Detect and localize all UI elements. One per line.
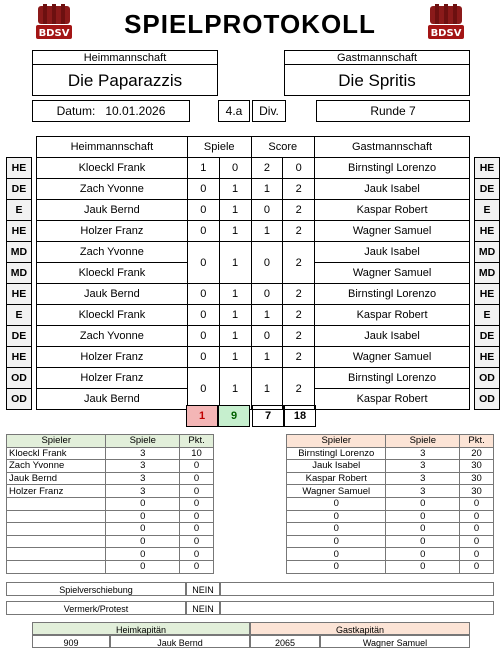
postponement-notes xyxy=(220,582,494,596)
stats-player-name xyxy=(7,548,106,561)
match-guest-score: 2 xyxy=(283,284,315,305)
stats-player-name: 0 xyxy=(287,535,386,548)
home-stats-player-header: Spieler xyxy=(7,435,106,448)
match-type-right: HE xyxy=(475,284,500,305)
stats-row xyxy=(287,510,494,523)
guest-captain-name: Wagner Samuel xyxy=(320,635,470,648)
stats-player-name xyxy=(7,535,106,548)
match-guest-games: 0 xyxy=(219,158,251,179)
stats-row xyxy=(7,523,214,536)
match-type-left: HE xyxy=(7,284,32,305)
stats-points: 0 xyxy=(180,497,214,510)
match-row xyxy=(7,305,500,326)
match-guest-score: 2 xyxy=(283,326,315,347)
match-home-games: 0 xyxy=(187,284,219,305)
match-home-score: 1 xyxy=(251,305,283,326)
match-home-score: 2 xyxy=(251,158,283,179)
svg-text:BDSV: BDSV xyxy=(38,28,70,39)
match-type-left: HE xyxy=(7,347,32,368)
match-home-games: 0 xyxy=(187,305,219,326)
match-guest-player: Jauk Isabel xyxy=(315,242,470,263)
match-row xyxy=(7,326,500,347)
header-home: Heimmannschaft xyxy=(36,137,187,158)
match-type-right: HE xyxy=(475,347,500,368)
stats-points: 0 xyxy=(180,460,214,473)
guest-team-label: Gastmannschaft xyxy=(284,50,470,64)
stats-player-name: Kaspar Robert xyxy=(287,472,386,485)
stats-points: 0 xyxy=(180,548,214,561)
league-box: 4.a xyxy=(218,100,250,122)
match-home-score: 1 xyxy=(251,179,283,200)
match-home-games: 0 xyxy=(187,326,219,347)
match-home-player: Jauk Bernd xyxy=(36,200,187,221)
match-guest-score: 2 xyxy=(283,368,315,410)
stats-points: 0 xyxy=(460,523,494,536)
match-guest-score: 2 xyxy=(283,221,315,242)
stats-games: 3 xyxy=(106,447,180,460)
match-guest-games: 1 xyxy=(219,347,251,368)
match-home-score: 1 xyxy=(251,221,283,242)
match-type-right: DE xyxy=(475,326,500,347)
stats-row xyxy=(287,535,494,548)
stats-points: 0 xyxy=(460,510,494,523)
match-home-score: 0 xyxy=(251,326,283,347)
stats-player-name: 0 xyxy=(287,510,386,523)
match-guest-player: Birnstingl Lorenzo xyxy=(315,368,470,389)
match-type-right: E xyxy=(475,305,500,326)
stats-points: 0 xyxy=(180,510,214,523)
guest-stats-table xyxy=(286,434,494,574)
match-type-left: E xyxy=(7,200,32,221)
stats-games: 0 xyxy=(106,497,180,510)
stats-row xyxy=(287,560,494,573)
guest-stats-points-header: Pkt. xyxy=(460,435,494,448)
svg-text:BDSV: BDSV xyxy=(430,28,462,39)
stats-games: 3 xyxy=(386,460,460,473)
match-row xyxy=(7,347,500,368)
match-type-right: OD xyxy=(475,389,500,410)
stats-games: 0 xyxy=(386,497,460,510)
stats-row xyxy=(7,472,214,485)
stats-player-name: 0 xyxy=(287,548,386,561)
stats-points: 0 xyxy=(460,535,494,548)
match-home-player: Kloeckl Frank xyxy=(36,263,187,284)
guest-captain-id: 2065 xyxy=(250,635,320,648)
match-row xyxy=(7,158,500,179)
stats-player-name: Birnstingl Lorenzo xyxy=(287,447,386,460)
match-guest-games: 1 xyxy=(219,242,251,284)
match-guest-games: 1 xyxy=(219,326,251,347)
stats-games: 3 xyxy=(386,472,460,485)
division-box: Div. xyxy=(252,100,286,122)
match-home-player: Holzer Franz xyxy=(36,368,187,389)
match-home-games: 0 xyxy=(187,179,219,200)
match-type-left: DE xyxy=(7,179,32,200)
postponement-label: Spielverschiebung xyxy=(6,582,186,596)
total-guest-score: 18 xyxy=(284,405,316,427)
stats-player-name: Zach Yvonne xyxy=(7,460,106,473)
match-guest-player: Kaspar Robert xyxy=(315,389,470,410)
match-type-right: HE xyxy=(475,158,500,179)
match-guest-player: Wagner Samuel xyxy=(315,221,470,242)
stats-games: 0 xyxy=(106,535,180,548)
home-stats-games-header: Spiele xyxy=(106,435,180,448)
home-stats-points-header: Pkt. xyxy=(180,435,214,448)
stats-games: 0 xyxy=(386,523,460,536)
guest-stats-player-header: Spieler xyxy=(287,435,386,448)
stats-games: 3 xyxy=(106,485,180,498)
stats-games: 3 xyxy=(386,447,460,460)
guest-team-name: Die Spritis xyxy=(284,64,470,96)
home-stats-table xyxy=(6,434,214,574)
stats-points: 0 xyxy=(460,560,494,573)
match-guest-games: 1 xyxy=(219,221,251,242)
match-guest-player: Jauk Isabel xyxy=(315,179,470,200)
home-captain-id: 909 xyxy=(32,635,110,648)
date-label: Datum: xyxy=(56,104,96,118)
total-home-score: 7 xyxy=(252,405,284,427)
match-type-right: E xyxy=(475,200,500,221)
match-type-left: MD xyxy=(7,263,32,284)
stats-points: 0 xyxy=(180,535,214,548)
stats-row xyxy=(287,472,494,485)
match-guest-games: 1 xyxy=(219,284,251,305)
stats-row xyxy=(7,560,214,573)
stats-points: 0 xyxy=(460,497,494,510)
match-row xyxy=(7,368,500,389)
stats-player-name xyxy=(7,523,106,536)
stats-row xyxy=(287,460,494,473)
home-captain-label: Heimkapitän xyxy=(32,622,250,635)
stats-player-name: Kloeckl Frank xyxy=(7,447,106,460)
match-guest-player: Jauk Isabel xyxy=(315,326,470,347)
stats-points: 30 xyxy=(460,460,494,473)
match-home-score: 1 xyxy=(251,368,283,410)
stats-player-name xyxy=(7,497,106,510)
match-home-player: Holzer Franz xyxy=(36,347,187,368)
match-guest-player: Wagner Samuel xyxy=(315,263,470,284)
total-guest-games: 9 xyxy=(218,405,250,427)
stats-row xyxy=(7,535,214,548)
stats-row xyxy=(287,497,494,510)
home-stats-header xyxy=(7,435,214,448)
match-guest-games: 1 xyxy=(219,305,251,326)
match-guest-player: Birnstingl Lorenzo xyxy=(315,158,470,179)
match-home-games: 0 xyxy=(187,368,219,410)
match-type-right: OD xyxy=(475,368,500,389)
stats-row xyxy=(7,485,214,498)
match-table xyxy=(6,136,500,410)
match-type-left: HE xyxy=(7,221,32,242)
stats-points: 30 xyxy=(460,485,494,498)
stats-row xyxy=(7,548,214,561)
stats-games: 3 xyxy=(106,472,180,485)
match-home-score: 0 xyxy=(251,200,283,221)
stats-points: 0 xyxy=(180,472,214,485)
match-home-player: Zach Yvonne xyxy=(36,326,187,347)
stats-row xyxy=(7,497,214,510)
match-row xyxy=(7,242,500,263)
stats-player-name xyxy=(7,510,106,523)
match-type-right: HE xyxy=(475,221,500,242)
stats-row xyxy=(287,485,494,498)
stats-player-name: Holzer Franz xyxy=(7,485,106,498)
stats-games: 3 xyxy=(106,460,180,473)
stats-games: 0 xyxy=(386,535,460,548)
match-table-header xyxy=(7,137,500,158)
stats-player-name: Jauk Isabel xyxy=(287,460,386,473)
match-home-player: Jauk Bernd xyxy=(36,389,187,410)
stats-points: 0 xyxy=(180,485,214,498)
header-games: Spiele xyxy=(187,137,251,158)
match-home-games: 0 xyxy=(187,242,219,284)
postponement-value: NEIN xyxy=(186,582,220,596)
stats-games: 0 xyxy=(386,560,460,573)
stats-player-name: 0 xyxy=(287,523,386,536)
match-home-games: 0 xyxy=(187,221,219,242)
protest-value: NEIN xyxy=(186,601,220,615)
stats-games: 0 xyxy=(386,510,460,523)
stats-player-name: 0 xyxy=(287,560,386,573)
match-home-games: 1 xyxy=(187,158,219,179)
match-type-left: HE xyxy=(7,158,32,179)
stats-games: 0 xyxy=(386,548,460,561)
protest-label: Vermerk/Protest xyxy=(6,601,186,615)
date-box xyxy=(32,100,190,122)
match-guest-player: Birnstingl Lorenzo xyxy=(315,284,470,305)
match-home-player: Jauk Bernd xyxy=(36,284,187,305)
date-value: 10.01.2026 xyxy=(105,104,166,118)
stats-row xyxy=(7,460,214,473)
stats-points: 0 xyxy=(180,560,214,573)
round-box: Runde 7 xyxy=(316,100,470,122)
stats-player-name: Wagner Samuel xyxy=(287,485,386,498)
stats-row xyxy=(7,447,214,460)
match-guest-games: 1 xyxy=(219,368,251,410)
stats-points: 30 xyxy=(460,472,494,485)
stats-row xyxy=(287,447,494,460)
match-guest-score: 2 xyxy=(283,179,315,200)
stats-games: 0 xyxy=(106,510,180,523)
stats-player-name: 0 xyxy=(287,497,386,510)
match-row xyxy=(7,179,500,200)
match-guest-score: 2 xyxy=(283,347,315,368)
guest-stats-header xyxy=(287,435,494,448)
match-type-left: OD xyxy=(7,389,32,410)
match-home-player: Holzer Franz xyxy=(36,221,187,242)
home-team-label: Heimmannschaft xyxy=(32,50,218,64)
stats-points: 20 xyxy=(460,447,494,460)
match-row xyxy=(7,221,500,242)
match-type-left: OD xyxy=(7,368,32,389)
match-guest-games: 1 xyxy=(219,179,251,200)
page-title: SPIELPROTOKOLL xyxy=(124,9,376,39)
home-team-name: Die Paparazzis xyxy=(32,64,218,96)
match-home-player: Kloeckl Frank xyxy=(36,305,187,326)
stats-games: 0 xyxy=(106,560,180,573)
stats-row xyxy=(7,510,214,523)
stats-row xyxy=(287,523,494,536)
match-type-left: DE xyxy=(7,326,32,347)
match-type-right: DE xyxy=(475,179,500,200)
guest-stats-games-header: Spiele xyxy=(386,435,460,448)
match-home-score: 1 xyxy=(251,347,283,368)
match-home-player: Zach Yvonne xyxy=(36,179,187,200)
match-row xyxy=(7,284,500,305)
match-guest-score: 2 xyxy=(283,242,315,284)
match-guest-score: 2 xyxy=(283,200,315,221)
match-home-games: 0 xyxy=(187,347,219,368)
match-guest-score: 2 xyxy=(283,305,315,326)
match-type-left: E xyxy=(7,305,32,326)
home-captain-name: Jauk Bernd xyxy=(110,635,250,648)
stats-points: 0 xyxy=(460,548,494,561)
match-type-right: MD xyxy=(475,263,500,284)
header-guest: Gastmannschaft xyxy=(315,137,470,158)
total-home-games: 1 xyxy=(186,405,218,427)
match-type-right: MD xyxy=(475,242,500,263)
stats-games: 0 xyxy=(106,548,180,561)
protest-notes xyxy=(220,601,494,615)
stats-player-name: Jauk Bernd xyxy=(7,472,106,485)
header-score: Score xyxy=(251,137,315,158)
match-home-score: 0 xyxy=(251,242,283,284)
match-guest-player: Kaspar Robert xyxy=(315,200,470,221)
match-guest-score: 0 xyxy=(283,158,315,179)
match-home-player: Kloeckl Frank xyxy=(36,158,187,179)
stats-points: 10 xyxy=(180,447,214,460)
stats-games: 3 xyxy=(386,485,460,498)
match-guest-player: Kaspar Robert xyxy=(315,305,470,326)
stats-games: 0 xyxy=(106,523,180,536)
guest-captain-label: Gastkapitän xyxy=(250,622,470,635)
stats-row xyxy=(287,548,494,561)
match-home-player: Zach Yvonne xyxy=(36,242,187,263)
match-home-games: 0 xyxy=(187,200,219,221)
match-type-left: MD xyxy=(7,242,32,263)
match-row xyxy=(7,200,500,221)
stats-points: 0 xyxy=(180,523,214,536)
match-home-score: 0 xyxy=(251,284,283,305)
stats-player-name xyxy=(7,560,106,573)
match-guest-player: Wagner Samuel xyxy=(315,347,470,368)
match-guest-games: 1 xyxy=(219,200,251,221)
